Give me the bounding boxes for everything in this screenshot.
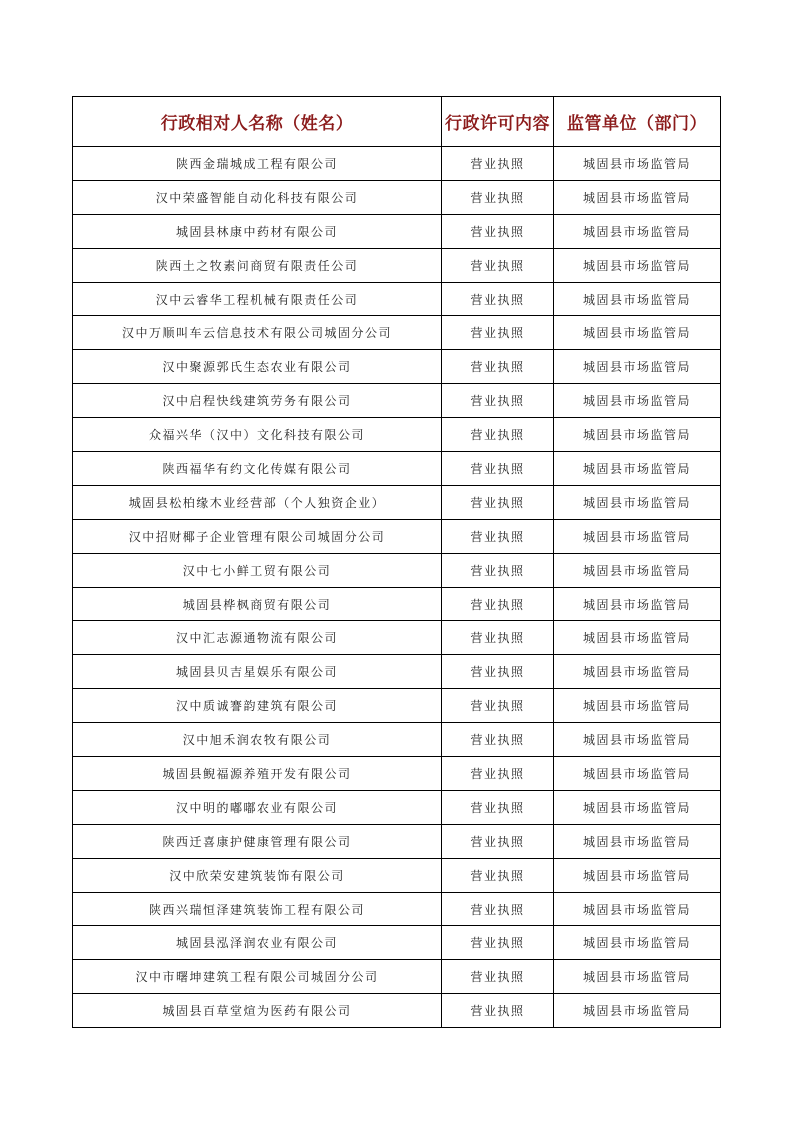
cell-license-content: 营业执照 bbox=[442, 757, 554, 791]
header-name: 行政相对人名称（姓名） bbox=[73, 97, 442, 147]
cell-license-content: 营业执照 bbox=[442, 960, 554, 994]
table-row bbox=[73, 180, 721, 214]
cell-name: 汉中云睿华工程机械有限责任公司 bbox=[73, 282, 442, 316]
cell-agency: 城固县市场监管局 bbox=[554, 926, 721, 960]
cell-name: 汉中市曙坤建筑工程有限公司城固分公司 bbox=[73, 960, 442, 994]
cell-name: 陕西金瑞城成工程有限公司 bbox=[73, 147, 442, 181]
cell-agency: 城固县市场监管局 bbox=[554, 485, 721, 519]
cell-license-content: 营业执照 bbox=[442, 553, 554, 587]
cell-license-content: 营业执照 bbox=[442, 485, 554, 519]
license-table bbox=[72, 96, 721, 1028]
cell-name: 汉中欣荣安建筑装饰有限公司 bbox=[73, 858, 442, 892]
header-agency: 监管单位（部门） bbox=[554, 97, 721, 147]
table-row bbox=[73, 282, 721, 316]
cell-license-content: 营业执照 bbox=[442, 655, 554, 689]
cell-agency: 城固县市场监管局 bbox=[554, 384, 721, 418]
table-row bbox=[73, 350, 721, 384]
cell-agency: 城固县市场监管局 bbox=[554, 282, 721, 316]
cell-name: 汉中招财椰子企业管理有限公司城固分公司 bbox=[73, 519, 442, 553]
cell-license-content: 营业执照 bbox=[442, 723, 554, 757]
table-body bbox=[73, 147, 721, 1028]
cell-agency: 城固县市场监管局 bbox=[554, 519, 721, 553]
cell-agency: 城固县市场监管局 bbox=[554, 723, 721, 757]
table-header-row bbox=[73, 97, 721, 147]
cell-agency: 城固县市场监管局 bbox=[554, 621, 721, 655]
cell-license-content: 营业执照 bbox=[442, 147, 554, 181]
cell-agency: 城固县市场监管局 bbox=[554, 960, 721, 994]
cell-name: 陕西福华有约文化传媒有限公司 bbox=[73, 452, 442, 486]
cell-agency: 城固县市场监管局 bbox=[554, 147, 721, 181]
cell-license-content: 营业执照 bbox=[442, 689, 554, 723]
cell-name: 汉中启程快线建筑劳务有限公司 bbox=[73, 384, 442, 418]
cell-agency: 城固县市场监管局 bbox=[554, 553, 721, 587]
cell-name: 汉中七小鲜工贸有限公司 bbox=[73, 553, 442, 587]
cell-name: 汉中万顺叫车云信息技术有限公司城固分公司 bbox=[73, 316, 442, 350]
cell-license-content: 营业执照 bbox=[442, 384, 554, 418]
cell-agency: 城固县市场监管局 bbox=[554, 316, 721, 350]
table-row bbox=[73, 316, 721, 350]
cell-license-content: 营业执照 bbox=[442, 248, 554, 282]
cell-name: 陕西兴瑞恒泽建筑装饰工程有限公司 bbox=[73, 892, 442, 926]
cell-license-content: 营业执照 bbox=[442, 214, 554, 248]
table-row bbox=[73, 519, 721, 553]
cell-name: 汉中荣盛智能自动化科技有限公司 bbox=[73, 180, 442, 214]
table-row bbox=[73, 485, 721, 519]
table-row bbox=[73, 723, 721, 757]
cell-name: 城固县松柏缘木业经营部（个人独资企业） bbox=[73, 485, 442, 519]
cell-name: 汉中聚源郭氏生态农业有限公司 bbox=[73, 350, 442, 384]
table-row bbox=[73, 858, 721, 892]
cell-license-content: 营业执照 bbox=[442, 621, 554, 655]
cell-license-content: 营业执照 bbox=[442, 892, 554, 926]
cell-license-content: 营业执照 bbox=[442, 790, 554, 824]
cell-agency: 城固县市场监管局 bbox=[554, 180, 721, 214]
cell-license-content: 营业执照 bbox=[442, 350, 554, 384]
cell-name: 城固县桦枫商贸有限公司 bbox=[73, 587, 442, 621]
header-content: 行政许可内容 bbox=[442, 97, 554, 147]
cell-license-content: 营业执照 bbox=[442, 519, 554, 553]
table-row bbox=[73, 689, 721, 723]
cell-license-content: 营业执照 bbox=[442, 994, 554, 1028]
cell-agency: 城固县市场监管局 bbox=[554, 757, 721, 791]
cell-name: 汉中旭禾润农牧有限公司 bbox=[73, 723, 442, 757]
table-row bbox=[73, 926, 721, 960]
table-row bbox=[73, 655, 721, 689]
cell-name: 众福兴华（汉中）文化科技有限公司 bbox=[73, 418, 442, 452]
cell-name: 陕西土之牧素问商贸有限责任公司 bbox=[73, 248, 442, 282]
cell-license-content: 营业执照 bbox=[442, 316, 554, 350]
table-row bbox=[73, 621, 721, 655]
table-row bbox=[73, 418, 721, 452]
table-row bbox=[73, 960, 721, 994]
cell-agency: 城固县市场监管局 bbox=[554, 994, 721, 1028]
table-row bbox=[73, 147, 721, 181]
cell-name: 城固县百草堂煊为医药有限公司 bbox=[73, 994, 442, 1028]
table-row bbox=[73, 892, 721, 926]
cell-name: 城固县贝吉星娱乐有限公司 bbox=[73, 655, 442, 689]
cell-name: 汉中汇志源通物流有限公司 bbox=[73, 621, 442, 655]
table-row bbox=[73, 384, 721, 418]
cell-name: 陕西迁喜康护健康管理有限公司 bbox=[73, 824, 442, 858]
table-row bbox=[73, 587, 721, 621]
cell-license-content: 营业执照 bbox=[442, 180, 554, 214]
cell-agency: 城固县市场监管局 bbox=[554, 892, 721, 926]
table-row bbox=[73, 757, 721, 791]
cell-license-content: 营业执照 bbox=[442, 587, 554, 621]
license-table-container bbox=[72, 96, 720, 1028]
cell-name: 汉中明的嘟嘟农业有限公司 bbox=[73, 790, 442, 824]
cell-agency: 城固县市场监管局 bbox=[554, 689, 721, 723]
cell-name: 城固县鲵福源养殖开发有限公司 bbox=[73, 757, 442, 791]
cell-license-content: 营业执照 bbox=[442, 452, 554, 486]
cell-agency: 城固县市场监管局 bbox=[554, 248, 721, 282]
table-row bbox=[73, 553, 721, 587]
cell-agency: 城固县市场监管局 bbox=[554, 214, 721, 248]
cell-agency: 城固县市场监管局 bbox=[554, 790, 721, 824]
cell-agency: 城固县市场监管局 bbox=[554, 858, 721, 892]
table-row bbox=[73, 214, 721, 248]
cell-license-content: 营业执照 bbox=[442, 858, 554, 892]
cell-license-content: 营业执照 bbox=[442, 824, 554, 858]
cell-agency: 城固县市场监管局 bbox=[554, 350, 721, 384]
cell-agency: 城固县市场监管局 bbox=[554, 418, 721, 452]
table-row bbox=[73, 994, 721, 1028]
cell-license-content: 营业执照 bbox=[442, 418, 554, 452]
cell-name: 汉中质诚謇韵建筑有限公司 bbox=[73, 689, 442, 723]
cell-agency: 城固县市场监管局 bbox=[554, 655, 721, 689]
table-row bbox=[73, 790, 721, 824]
cell-agency: 城固县市场监管局 bbox=[554, 452, 721, 486]
table-row bbox=[73, 824, 721, 858]
table-row bbox=[73, 248, 721, 282]
table-row bbox=[73, 452, 721, 486]
cell-name: 城固县泓泽润农业有限公司 bbox=[73, 926, 442, 960]
cell-license-content: 营业执照 bbox=[442, 926, 554, 960]
cell-name: 城固县林康中药材有限公司 bbox=[73, 214, 442, 248]
cell-agency: 城固县市场监管局 bbox=[554, 587, 721, 621]
cell-agency: 城固县市场监管局 bbox=[554, 824, 721, 858]
cell-license-content: 营业执照 bbox=[442, 282, 554, 316]
